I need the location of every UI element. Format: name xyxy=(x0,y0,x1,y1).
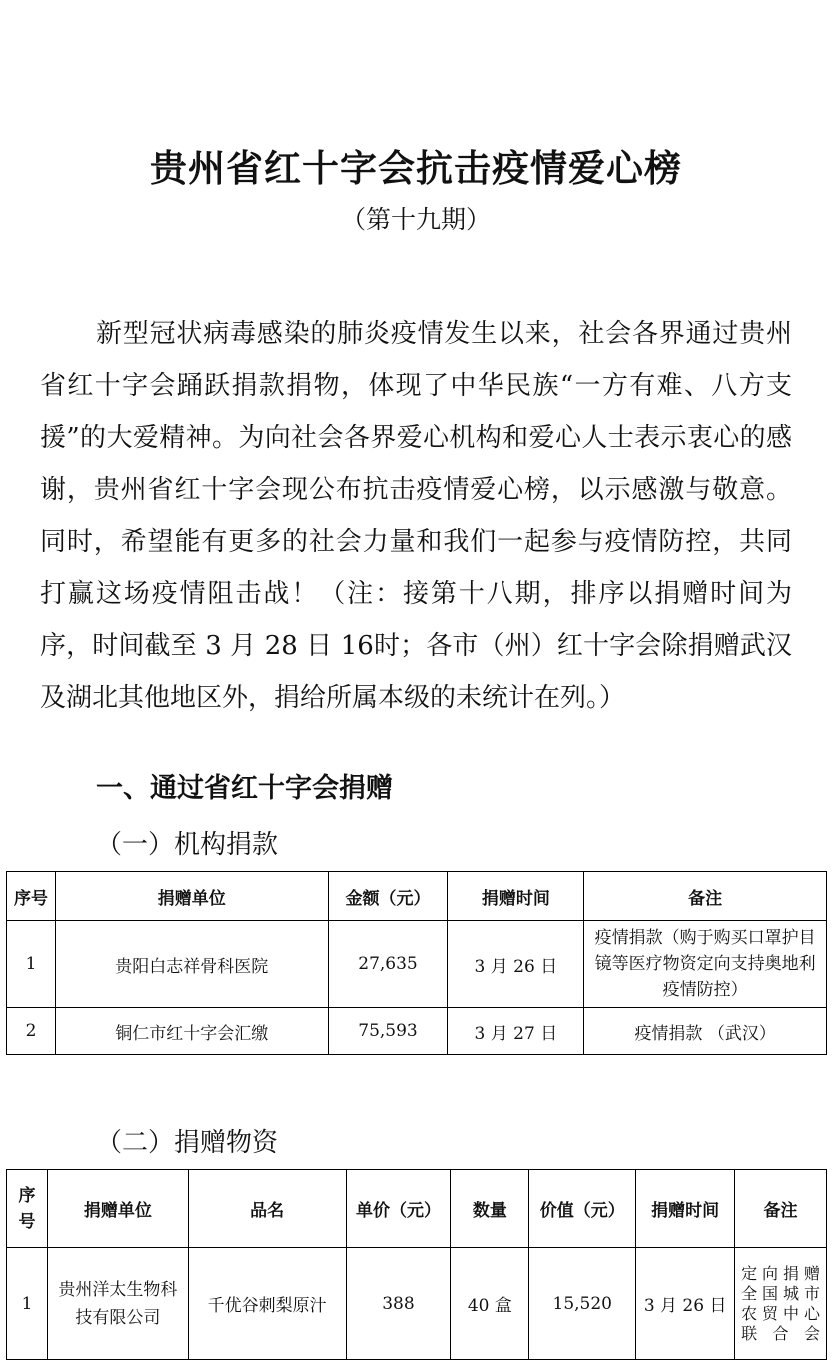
header-cell: 价值（元） xyxy=(529,1170,636,1248)
header-cell: 捐赠单位 xyxy=(47,1170,188,1248)
subsection-heading-cash: （一）机构捐款 xyxy=(96,830,279,860)
donation-date: 3 月 26 日 xyxy=(636,1248,735,1360)
item-name: 千优谷刺梨原汁 xyxy=(188,1248,346,1360)
header-cell: 序号 xyxy=(7,872,56,921)
table-header-row xyxy=(7,872,827,921)
donation-date: 3 月 26 日 xyxy=(448,921,584,1008)
donor-name: 贵阳白志祥骨科医院 xyxy=(55,921,328,1008)
amount: 27,635 xyxy=(328,921,448,1008)
header-cell: 数量 xyxy=(451,1170,529,1248)
header-cell: 金额（元） xyxy=(328,872,448,921)
cash-donation-table xyxy=(6,871,827,1055)
row-number: 1 xyxy=(7,921,56,1008)
table-row xyxy=(7,1008,827,1055)
table-row xyxy=(7,921,827,1008)
header-cell: 品名 xyxy=(188,1170,346,1248)
header-cell: 备注 xyxy=(584,872,827,921)
header-cell: 捐赠时间 xyxy=(636,1170,735,1248)
note: 疫情捐款（购于购买口罩护目镜等医疗物资定向支持奥地利疫情防控） xyxy=(584,921,827,1008)
intro-paragraph: 新型冠状病毒感染的肺炎疫情发生以来，社会各界通过贵州省红十字会踊跃捐款捐物，体现了中华民族“一方有难、八方支援”的大爱精神。为向社会各界爱心机构和爱心人士表示衷心的感谢，贵州省红十字会现公布抗击疫情爱心榜，以示感激与敬意。同时，希望能有更多的社会力量和我们一起参与疫情防控，共同打赢这场疫情阻击战！（注：接第十八期，排序以捐赠时间为序，时间截至 3 月 28 日 16时；各市（州）红十字会除捐赠武汉及湖北其他地区外，捐给所属本级的未统计在列。） xyxy=(40,319,792,713)
row-number: 1 xyxy=(7,1248,48,1360)
header-cell: 捐赠时间 xyxy=(448,872,584,921)
note: 定向捐赠全国城市农贸中心联合会 xyxy=(735,1248,827,1360)
donation-date: 3 月 27 日 xyxy=(448,1008,584,1055)
page-title: 贵州省红十字会抗击疫情爱心榜 xyxy=(150,147,682,190)
donor-name: 铜仁市红十字会汇缴 xyxy=(55,1008,328,1055)
header-cell: 序号 xyxy=(7,1170,48,1248)
issue-number: （第十九期） xyxy=(340,205,491,234)
row-number: 2 xyxy=(7,1008,56,1055)
subsection-heading-goods: （二）捐赠物资 xyxy=(96,1128,279,1158)
total-value: 15,520 xyxy=(529,1248,636,1360)
table-header-row xyxy=(7,1170,827,1248)
unit-price: 388 xyxy=(346,1248,451,1360)
section-heading-province-donations: 一、通过省红十字会捐赠 xyxy=(96,773,393,804)
quantity: 40 盒 xyxy=(451,1248,529,1360)
header-cell: 单价（元） xyxy=(346,1170,451,1248)
donor-name: 贵州洋太生物科技有限公司 xyxy=(47,1248,188,1360)
header-cell: 捐赠单位 xyxy=(55,872,328,921)
note: 疫情捐款 （武汉） xyxy=(584,1008,827,1055)
table-row xyxy=(7,1248,827,1360)
amount: 75,593 xyxy=(328,1008,448,1055)
goods-donation-table xyxy=(6,1169,827,1360)
header-cell: 备注 xyxy=(735,1170,827,1248)
